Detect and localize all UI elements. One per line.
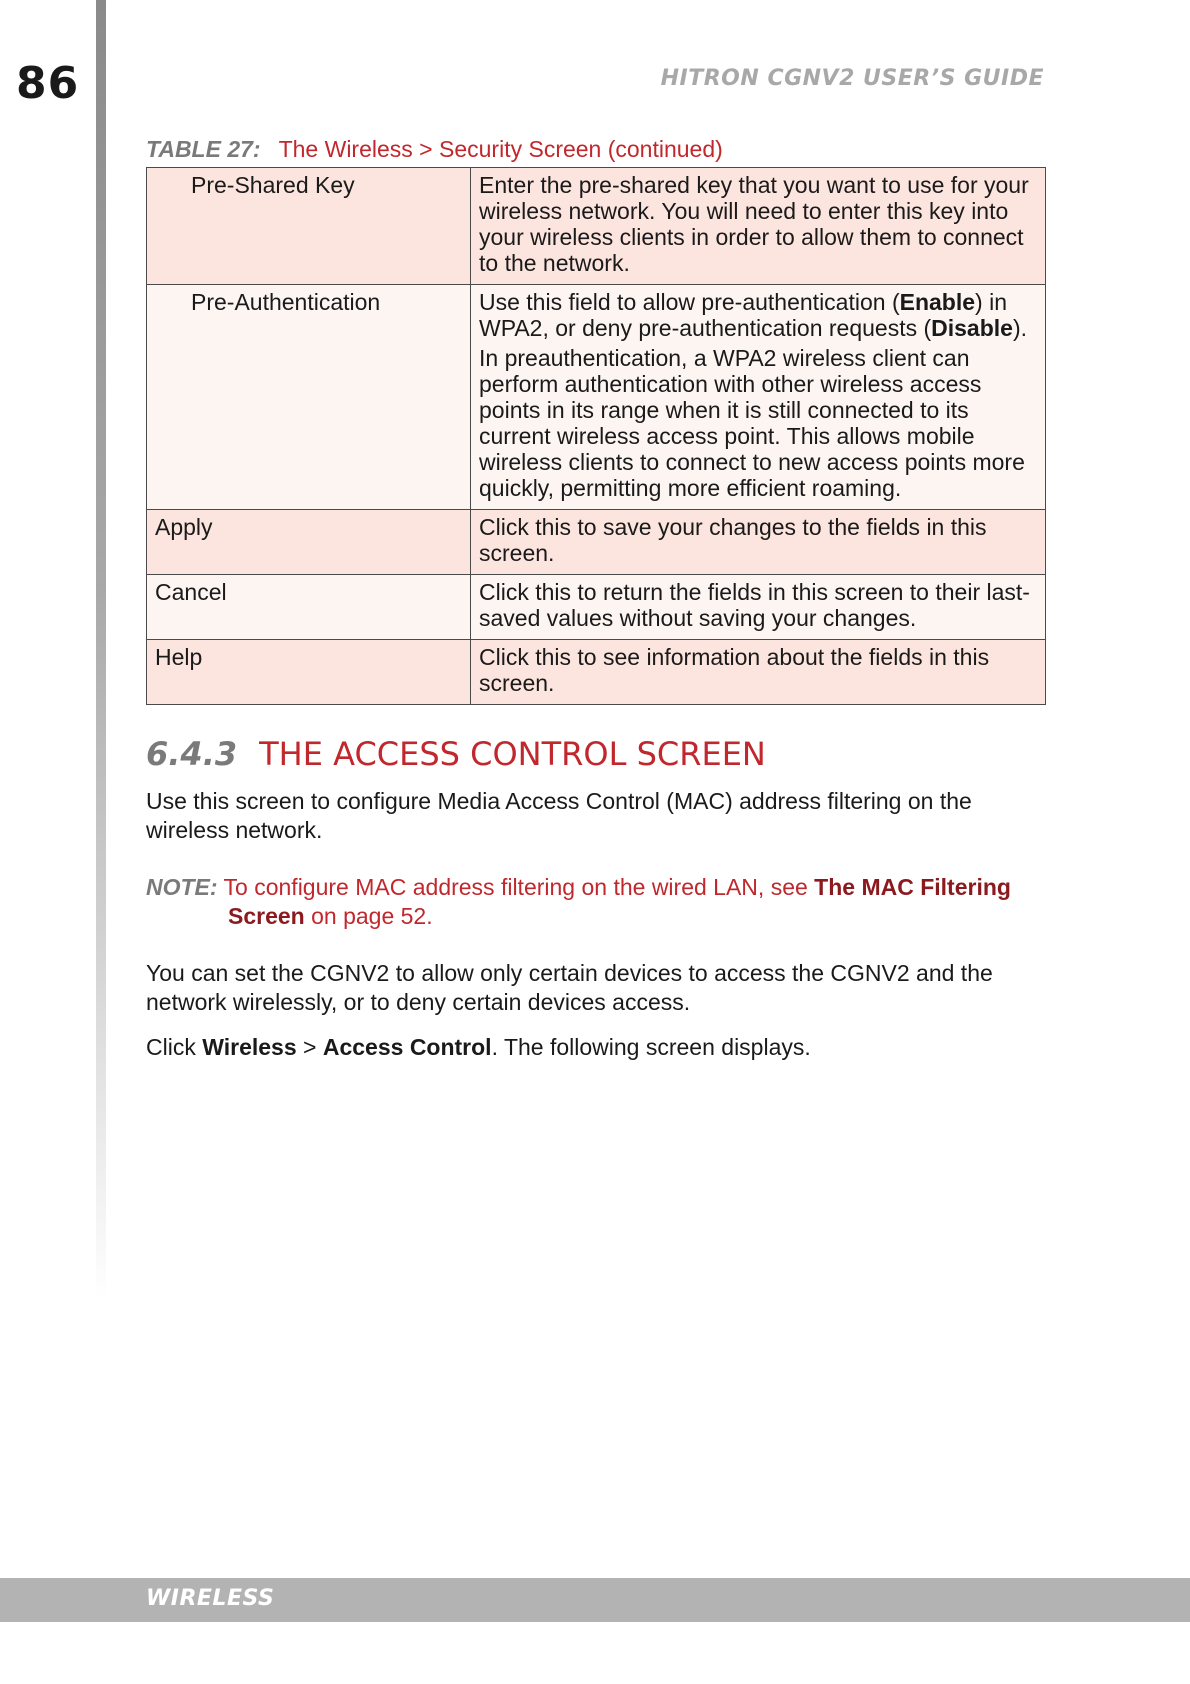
table-row (147, 640, 1046, 705)
option-disable: Disable (931, 315, 1013, 341)
menu-access-control: Access Control (322, 1034, 492, 1060)
field-label: Help (147, 640, 471, 705)
menu-wireless: Wireless (202, 1034, 297, 1060)
field-description-table (146, 167, 1046, 705)
note-label: NOTE: (146, 874, 218, 900)
field-description (471, 168, 1046, 285)
table-row (147, 575, 1046, 640)
description-paragraph: Click this to return the fields in this screen to their last-saved values without saving your changes. (479, 579, 1030, 631)
field-description (471, 510, 1046, 575)
description-paragraph: In preauthentication, a WPA2 wireless client can perform authentication with other wireless access points in its range when it is still connected to its current wireless access point. This allows mobile wireless clients to connect to new access points more quickly, permitting more efficient roaming. (479, 345, 1025, 501)
navigation-instruction (146, 1033, 1046, 1062)
table-row (147, 510, 1046, 575)
field-label: Pre-Authentication (147, 285, 471, 510)
body-paragraph: You can set the CGNV2 to allow only certain devices to access the CGNV2 and the network wirelessly, or to deny certain devices access. (146, 960, 993, 1015)
description-paragraph: Click this to save your changes to the fields in this screen. (479, 514, 987, 566)
text-run: Click (146, 1034, 196, 1060)
text-run: Use this field to allow pre-authentication ( (479, 289, 900, 315)
option-enable: Enable (899, 289, 976, 315)
mac-filtering-screen-link[interactable]: The MAC Filtering Screen (228, 874, 1011, 929)
note-block (146, 873, 1046, 931)
running-header-title: HITRON CGNV2 USER’S GUIDE (660, 66, 1044, 91)
side-margin-bar (96, 0, 106, 1300)
field-label: Pre-Shared Key (147, 168, 471, 285)
field-description (471, 575, 1046, 640)
note-suffix: on page 52. (311, 903, 433, 929)
text-run: ) in WPA2, or deny pre-authentication requests ( (479, 289, 1007, 341)
description-paragraph: Enter the pre-shared key that you want to use for your wireless network. You will need to enter this key into your wireless clients in order to allow them to connect to the network. (479, 172, 1029, 276)
note-text: To configure MAC address filtering on the wired LAN, see (223, 874, 808, 900)
field-description (471, 640, 1046, 705)
text-run: . The following screen displays. (491, 1034, 811, 1060)
intro-paragraph: Use this screen to configure Media Access Control (MAC) address filtering on the wireless network. (146, 788, 972, 843)
table-caption-label: TABLE 27: (146, 136, 261, 162)
section-heading (146, 735, 1046, 773)
table-row (147, 285, 1046, 510)
field-label: Apply (147, 510, 471, 575)
description-paragraph: Click this to see information about the fields in this screen. (479, 644, 990, 696)
section-number: 6.4.3 (146, 735, 238, 773)
text-run: > (303, 1034, 317, 1060)
field-label: Cancel (147, 575, 471, 640)
description-paragraph (479, 289, 1037, 341)
footer-chapter-title: WIRELESS (146, 1586, 275, 1611)
page-number: 86 (16, 58, 80, 109)
text-run: ). (1012, 315, 1028, 341)
table-caption (146, 136, 1046, 163)
table-caption-text: The Wireless > Security Screen (continued) (278, 136, 723, 162)
field-description (471, 285, 1046, 510)
section-title: THE ACCESS CONTROL SCREEN (259, 735, 766, 773)
table-row (147, 168, 1046, 285)
footer-bar (0, 1578, 1190, 1622)
page-content (146, 136, 1046, 1062)
